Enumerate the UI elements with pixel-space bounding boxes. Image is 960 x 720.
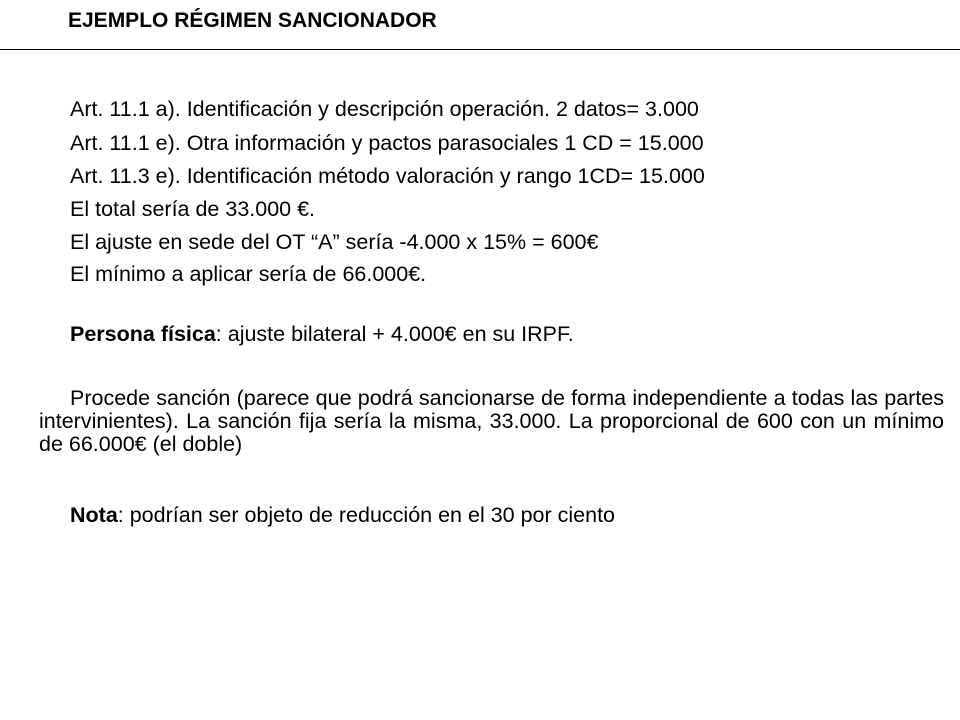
title-divider [0, 49, 960, 50]
sancion-paragraph: Procede sanción (parece que podrá sancionarse de forma independiente a todas las partes intervinientes). La sanción fija sería la misma, 33.000. La proporcional de 600 con un mínimo de 66.000€ (el doble) [39, 386, 944, 456]
nota-text: : podrían ser objeto de reducción en el 30 por ciento [117, 503, 616, 527]
nota-line [70, 498, 615, 532]
persona-fisica-label: Persona física [70, 322, 216, 346]
persona-fisica-line [70, 317, 574, 351]
persona-fisica-text: : ajuste bilateral + 4.000€ en su IRPF. [215, 322, 574, 346]
page-title: EJEMPLO RÉGIMEN SANCIONADOR [68, 9, 437, 32]
article-line-2: Art. 11.1 e). Otra información y pactos parasociales 1 CD = 15.000 [70, 131, 704, 155]
article-line-1: Art. 11.1 a). Identificación y descripción operación. 2 datos= 3.000 [70, 97, 699, 121]
adjustment-line: El ajuste en sede del OT “A” sería -4.000 x 15% = 600€ [70, 230, 599, 254]
total-line: El total sería de 33.000 €. [70, 197, 316, 221]
nota-label: Nota [70, 503, 118, 527]
article-line-3: Art. 11.3 e). Identificación método valoración y rango 1CD= 15.000 [70, 164, 705, 188]
minimum-line: El mínimo a aplicar sería de 66.000€. [70, 262, 427, 286]
